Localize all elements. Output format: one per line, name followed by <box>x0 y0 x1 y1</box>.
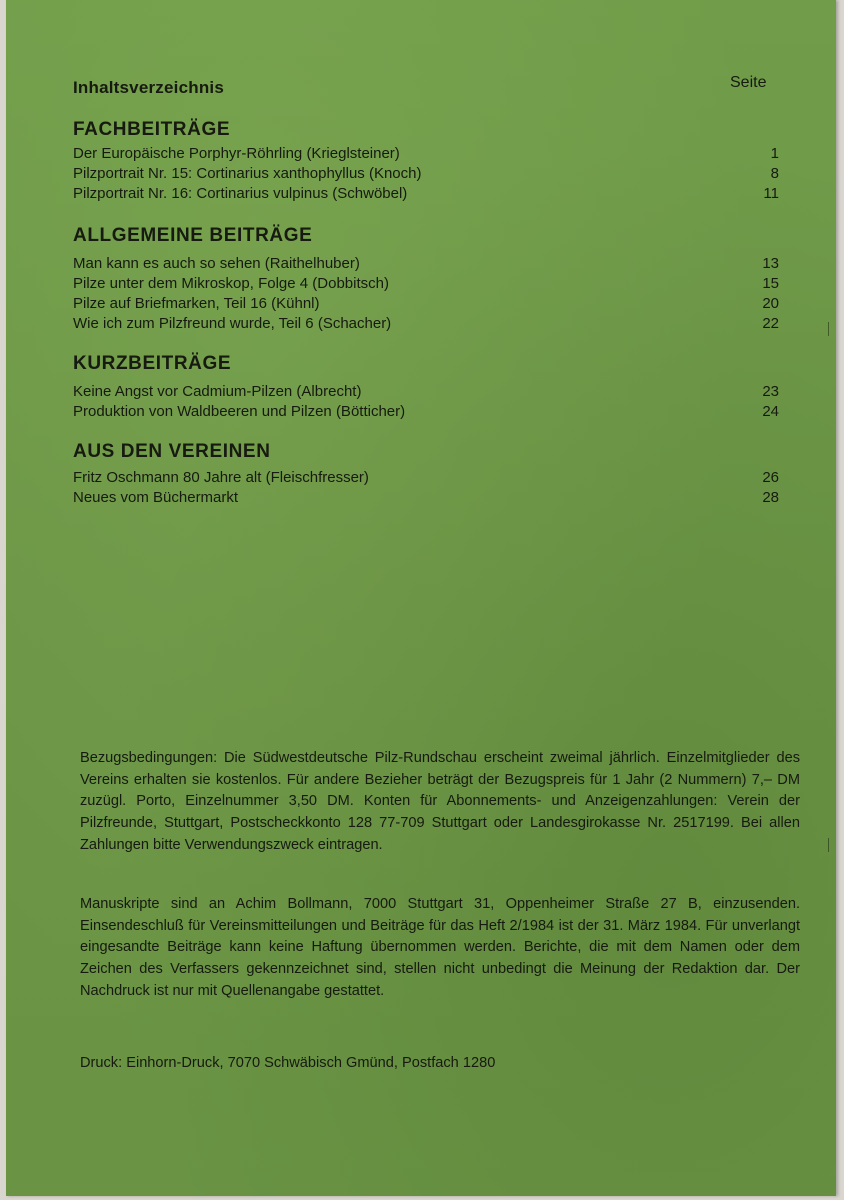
section-title: ALLGEMEINE BEITRÄGE <box>73 225 313 246</box>
entry-page: 28 <box>762 489 779 506</box>
toc-entry <box>73 294 779 314</box>
toc-entry <box>73 164 779 184</box>
toc-entry <box>73 254 779 274</box>
page-column-label: Seite <box>730 74 767 91</box>
entry-page: 26 <box>762 469 779 486</box>
toc-entry <box>73 184 779 204</box>
toc-entry <box>73 144 779 164</box>
printer-info: Druck: Einhorn-Druck, 7070 Schwäbisch Gmünd, Postfach 1280 <box>80 1055 496 1071</box>
entry-page: 23 <box>762 383 779 400</box>
entry-title: Man kann es auch so sehen (Raithelhuber) <box>73 255 360 272</box>
fold-mark <box>828 838 829 852</box>
entry-page: 15 <box>762 275 779 292</box>
entry-page: 8 <box>770 165 779 182</box>
toc-entry <box>73 382 779 402</box>
entry-page: 24 <box>762 403 779 420</box>
fold-mark <box>828 322 829 336</box>
toc-entry <box>73 488 779 508</box>
entry-page: 20 <box>762 295 779 312</box>
toc-section-aus-den-vereinen <box>73 438 779 508</box>
entry-title: Pilze auf Briefmarken, Teil 16 (Kühnl) <box>73 295 320 312</box>
entry-title: Pilze unter dem Mikroskop, Folge 4 (Dobbitsch) <box>73 275 389 292</box>
entry-title: Pilzportrait Nr. 16: Cortinarius vulpinus (Schwöbel) <box>73 185 408 202</box>
entry-page: 1 <box>770 145 779 162</box>
section-title: KURZBEITRÄGE <box>73 353 232 374</box>
toc-section-fachbeitraege <box>73 116 779 204</box>
toc-entry <box>73 402 779 422</box>
manuscript-notice: Manuskripte sind an Achim Bollmann, 7000 Stuttgart 31, Oppenheimer Straße 27 B, einzusenden. Einsendeschluß für Vereinsmitteilungen und Beiträge für das Heft 2/1984 ist der 31. März 1984. Für unverlangt eingesandte Beiträge kann keine Haftung übernommen werden. Berichte, die mit dem Namen oder dem Zeichen des Verfassers gekennzeichnet sind, stellen nicht unbedingt die Meinung der Redaktion dar. Der Nachdruck ist nur mit Quellenangabe gestattet. <box>80 896 800 999</box>
entry-title: Produktion von Waldbeeren und Pilzen (Bötticher) <box>73 403 406 420</box>
document-page <box>6 0 836 1196</box>
section-title: FACHBEITRÄGE <box>73 119 231 140</box>
entry-title: Fritz Oschmann 80 Jahre alt (Fleischfresser) <box>73 469 369 486</box>
entry-page: 11 <box>763 185 779 202</box>
toc-entry <box>73 274 779 294</box>
entry-page: 13 <box>762 255 779 272</box>
entry-title: Der Europäische Porphyr-Röhrling (Krieglsteiner) <box>73 145 400 162</box>
toc-section-kurzbeitraege <box>73 350 779 422</box>
section-title: AUS DEN VEREINEN <box>73 441 271 462</box>
entry-title: Pilzportrait Nr. 15: Cortinarius xanthophyllus (Knoch) <box>73 165 422 182</box>
entry-title: Neues vom Büchermarkt <box>73 489 239 506</box>
toc-section-allgemeine-beitraege <box>73 222 779 334</box>
entry-title: Wie ich zum Pilzfreund wurde, Teil 6 (Schacher) <box>73 315 392 332</box>
entry-title: Keine Angst vor Cadmium-Pilzen (Albrecht) <box>73 383 362 400</box>
entry-page: 22 <box>762 315 779 332</box>
subscription-terms: Bezugsbedingungen: Die Südwestdeutsche Pilz-Rundschau erscheint zweimal jährlich. Einzelmitglieder des Vereins erhalten sie kostenlos. Für andere Bezieher beträgt der Bezugspreis für 1 Jahr (2 Nummern) 7,– DM zuzügl. Porto, Einzelnummer 3,50 DM. Konten für Abonnements- und Anzeigenzahlungen: Verein der Pilzfreunde, Stuttgart, Postscheckkonto 128 77-709 Stuttgart oder Landesgirokasse Nr. 2517199. Bei allen Zahlungen bitte Verwendungszweck eintragen. <box>80 750 800 853</box>
toc-entry <box>73 314 779 334</box>
toc-entry <box>73 468 779 488</box>
toc-heading: Inhaltsverzeichnis <box>73 78 224 97</box>
